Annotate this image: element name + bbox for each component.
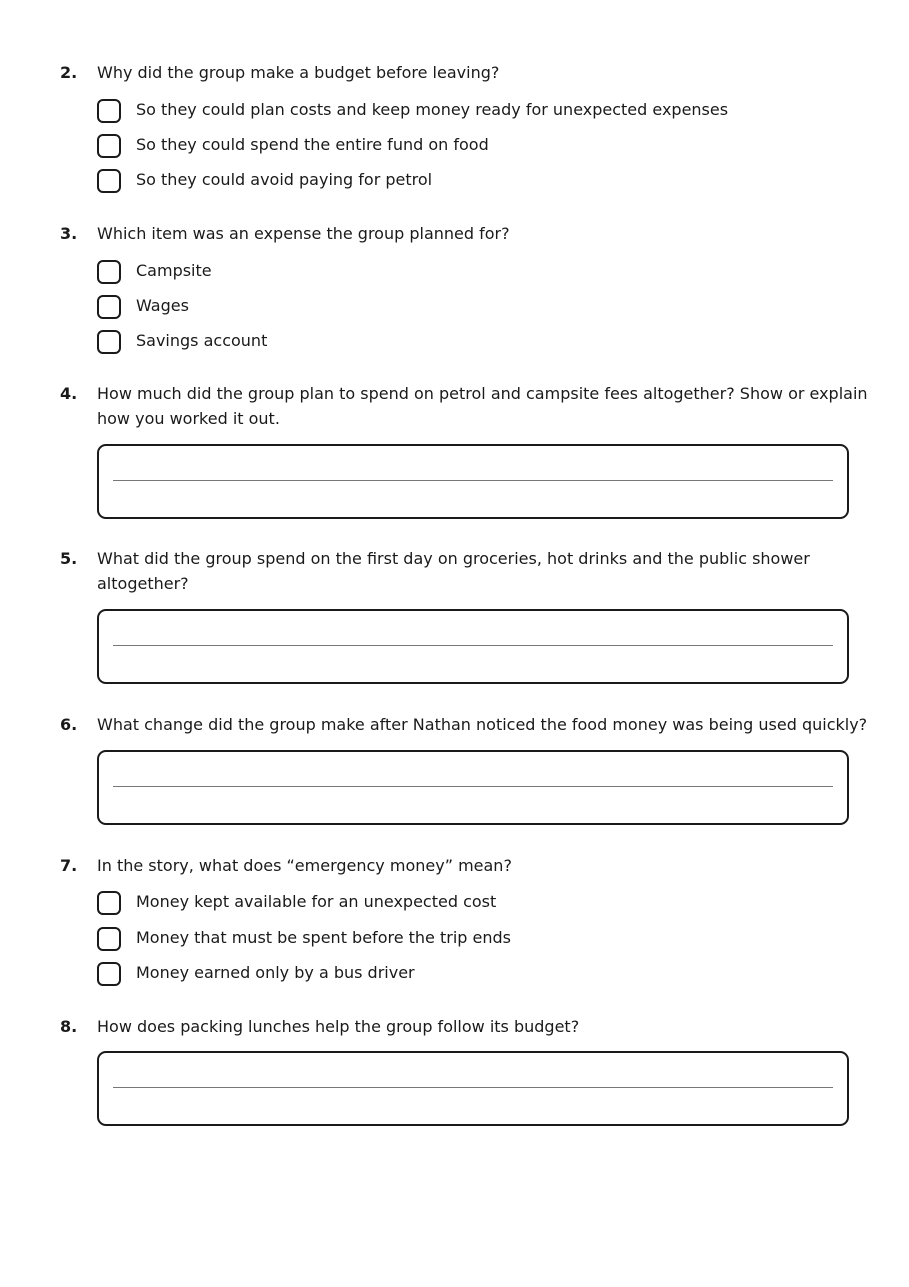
option-label: Wages [136, 296, 189, 315]
question-text-line-2: altogether? [97, 574, 189, 593]
option-label: So they could avoid paying for petrol [136, 170, 433, 189]
question-number: 3. [60, 224, 78, 243]
question-number: 8. [60, 1017, 78, 1036]
answer-line [113, 1087, 833, 1088]
checkbox[interactable] [97, 134, 121, 158]
option-label: Money earned only by a bus driver [136, 963, 415, 982]
checkbox[interactable] [97, 169, 121, 193]
option-label: Campsite [136, 261, 212, 280]
question-text: Which item was an expense the group planned for? [97, 224, 510, 243]
question-3-option-3[interactable] [97, 330, 857, 358]
checkbox[interactable] [97, 295, 121, 319]
question-2-option-2[interactable] [97, 134, 857, 162]
question-7-option-1[interactable] [97, 891, 857, 919]
answer-line [113, 786, 833, 787]
question-number: 4. [60, 384, 78, 403]
question-number: 5. [60, 549, 78, 568]
question-number: 2. [60, 63, 78, 82]
checkbox[interactable] [97, 330, 121, 354]
question-3-option-2[interactable] [97, 295, 857, 323]
option-label: So they could plan costs and keep money ready for unexpected expenses [136, 100, 729, 119]
question-3-option-1[interactable] [97, 260, 857, 288]
question-number: 7. [60, 856, 78, 875]
checkbox[interactable] [97, 962, 121, 986]
answer-box-6[interactable] [97, 750, 849, 825]
answer-line [113, 480, 833, 481]
answer-box-5[interactable] [97, 609, 849, 684]
question-7-option-3[interactable] [97, 962, 857, 990]
checkbox[interactable] [97, 99, 121, 123]
question-number: 6. [60, 715, 78, 734]
question-2-option-1[interactable] [97, 99, 857, 127]
question-text-line-1: How much did the group plan to spend on petrol and campsite fees altogether? Show or explain [97, 384, 868, 403]
answer-box-4[interactable] [97, 444, 849, 519]
checkbox[interactable] [97, 260, 121, 284]
question-2-option-3[interactable] [97, 169, 857, 197]
checkbox[interactable] [97, 927, 121, 951]
question-text-line-2: how you worked it out. [97, 409, 280, 428]
answer-box-8[interactable] [97, 1051, 849, 1126]
question-text: How does packing lunches help the group follow its budget? [97, 1017, 580, 1036]
option-label: Savings account [136, 331, 268, 350]
question-text: Why did the group make a budget before leaving? [97, 63, 500, 82]
answer-line [113, 645, 833, 646]
option-label: So they could spend the entire fund on food [136, 135, 489, 154]
question-7-option-2[interactable] [97, 927, 857, 955]
question-text: In the story, what does “emergency money” mean? [97, 856, 512, 875]
option-label: Money kept available for an unexpected cost [136, 892, 497, 911]
checkbox[interactable] [97, 891, 121, 915]
question-text-line-1: What did the group spend on the first day on groceries, hot drinks and the public shower [97, 549, 810, 568]
question-text: What change did the group make after Nathan noticed the food money was being used quickly? [97, 715, 868, 734]
option-label: Money that must be spent before the trip ends [136, 928, 511, 947]
